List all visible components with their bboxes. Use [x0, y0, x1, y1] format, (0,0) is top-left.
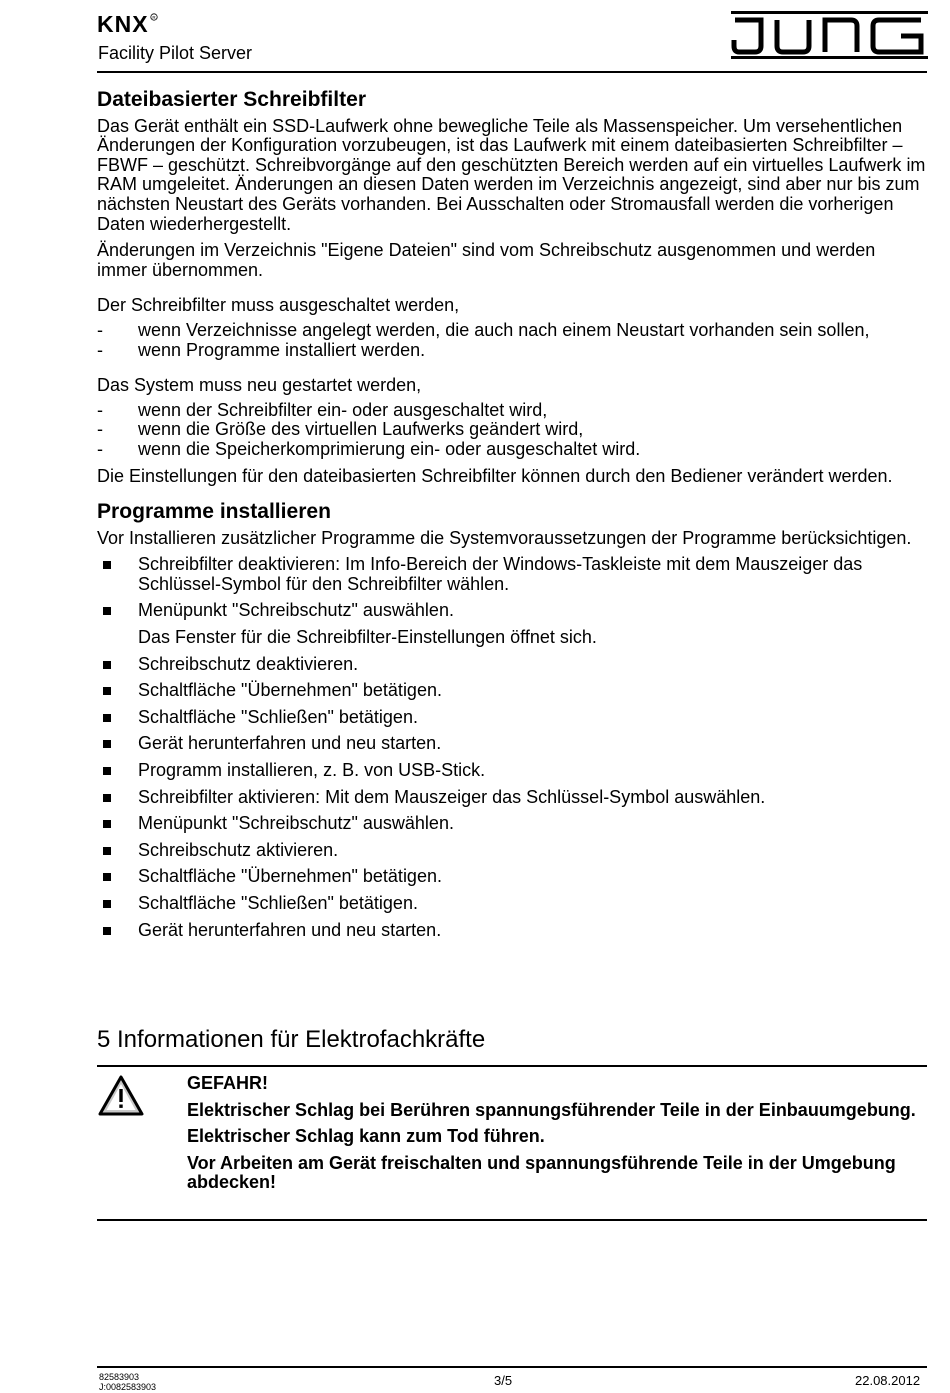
- jung-logo: [731, 10, 928, 60]
- knx-logo: [97, 10, 159, 38]
- warning-text-block: [187, 1074, 927, 1193]
- step-text: Schaltfläche "Übernehmen" betätigen.: [138, 680, 442, 701]
- step-text: Schreibschutz deaktivieren.: [138, 653, 359, 674]
- list-item: - wenn Verzeichnisse angelegt werden, die auch nach einem Neustart vorhanden sein sollen,: [97, 321, 929, 341]
- square-bullet-icon: [103, 927, 111, 935]
- warning-title: GEFAHR!: [187, 1073, 268, 1093]
- paragraph: Vor Installieren zusätzlicher Programme die Systemvoraussetzungen der Programme berücksichtigen.: [97, 527, 912, 548]
- square-bullet-icon: [103, 561, 111, 569]
- warning-top-rule: [97, 1065, 927, 1067]
- list-item: [97, 814, 929, 834]
- step-text: Menüpunkt "Schreibschutz" auswählen.: [138, 813, 454, 834]
- footer-doc-info: [99, 1372, 156, 1392]
- header-rule: [97, 71, 927, 73]
- list-item: [97, 734, 929, 754]
- step-list: [97, 655, 929, 941]
- warning-bottom-rule: [97, 1219, 927, 1221]
- list-item: [97, 681, 929, 701]
- warning-line: Elektrischer Schlag kann zum Tod führen.: [187, 1126, 545, 1147]
- paragraph: Das System muss neu gestartet werden,: [97, 375, 422, 396]
- list-item: - wenn die Größe des virtuellen Laufwerks geändert wird,: [97, 420, 929, 440]
- step-text: Gerät herunterfahren und neu starten.: [138, 733, 442, 754]
- list-item: [97, 867, 929, 887]
- square-bullet-icon: [103, 873, 111, 881]
- header-subtitle: Facility Pilot Server: [98, 43, 253, 63]
- square-bullet-icon: [103, 794, 111, 802]
- list-item: [97, 841, 929, 861]
- step-text: Schaltfläche "Schließen" betätigen.: [138, 893, 418, 913]
- square-bullet-icon: [103, 661, 111, 669]
- list-item: [97, 788, 929, 808]
- warning-triangle-icon: [97, 1074, 145, 1118]
- section-heading-schreibfilter: Dateibasierter Schreibfilter: [97, 88, 367, 111]
- list-item: [97, 894, 929, 914]
- step-text: Schreibfilter aktivieren: Mit dem Mauszeiger das Schlüssel-Symbol auswählen.: [138, 786, 766, 807]
- list-item: - wenn die Speicherkomprimierung ein- oder ausgeschaltet wird.: [97, 440, 929, 460]
- square-bullet-icon: [103, 820, 111, 828]
- main-content: [97, 90, 929, 940]
- svg-text:R: R: [152, 14, 156, 20]
- section-heading-programme: Programme installieren: [97, 500, 331, 524]
- step-result-note: Das Fenster für die Schreibfilter-Einstellungen öffnet sich.: [138, 627, 597, 648]
- square-bullet-icon: [103, 847, 111, 855]
- paragraph: Änderungen im Verzeichnis "Eigene Dateien" sind vom Schreibschutz ausgenommen und werden immer übernommen.: [97, 240, 876, 280]
- list-item: [97, 708, 929, 728]
- list-item: [97, 761, 929, 781]
- paragraph: Die Einstellungen für den dateibasierten Schreibfilter können durch den Bediener verändert werden.: [97, 465, 893, 486]
- footer-rule: [97, 1366, 927, 1368]
- square-bullet-icon: [103, 900, 111, 908]
- step-text: Programm installieren, z. B. von USB-Stick.: [138, 760, 486, 781]
- square-bullet-icon: [103, 687, 111, 695]
- square-bullet-icon: [103, 607, 111, 615]
- doc-number: 82583903: [99, 1372, 140, 1382]
- step-text: Gerät herunterfahren und neu starten.: [138, 919, 442, 940]
- step-list: [97, 555, 929, 621]
- warning-line: Vor Arbeiten am Gerät freischalten und spannungsführende Teile in der Umgebung abdecken!: [187, 1152, 896, 1193]
- dash-list: [97, 321, 929, 360]
- step-text: Menüpunkt "Schreibschutz" auswählen.: [138, 600, 454, 621]
- step-text: Schaltfläche "Übernehmen" betätigen.: [138, 866, 442, 887]
- warning-line: Elektrischer Schlag bei Berühren spannungsführender Teile in der Einbauumgebung.: [187, 1099, 916, 1120]
- paragraph: Das Gerät enthält ein SSD-Laufwerk ohne bewegliche Teile als Massenspeicher. Um versehentlichen Änderungen der Konfiguration vorzubeugen, ist das Laufwerk mit einem dateibasierten Schreibfilter – FBWF – geschützt. Schreibvorgänge auf den geschützten Bereich werden auf ein virtuelles Laufwerk im RAM umgeleitet. Änderungen an diesen Daten werden im Verzeichnis angezeigt, sind aber nur bis zum nächsten Neustart des Geräts vorhanden. Bei Ausschalten oder Stromausfall werden die vorherigen Daten wiederhergestellt.: [97, 115, 926, 234]
- footer-date: 22.08.2012: [855, 1373, 921, 1388]
- dash-list: [97, 401, 929, 460]
- list-item: [97, 921, 929, 941]
- list-item: [97, 601, 929, 621]
- square-bullet-icon: [103, 740, 111, 748]
- paragraph: Der Schreibfilter muss ausgeschaltet werden,: [97, 295, 460, 316]
- step-text: Schreibschutz aktivieren.: [138, 839, 339, 860]
- page-number: 3/5: [494, 1373, 513, 1388]
- chapter-heading: 5 Informationen für Elektrofachkräfte: [97, 1026, 486, 1053]
- step-text: Schreibfilter deaktivieren: Im Info-Bereich der Windows-Taskleiste mit dem Mauszeiger das Schlüssel-Symbol für den Schreibfilter wählen.: [138, 554, 863, 594]
- list-item: - wenn Programme installiert werden.: [97, 341, 929, 361]
- list-item: - wenn der Schreibfilter ein- oder ausgeschaltet wird,: [97, 401, 929, 421]
- list-item: [97, 655, 929, 675]
- list-item: [97, 555, 929, 594]
- square-bullet-icon: [103, 767, 111, 775]
- square-bullet-icon: [103, 714, 111, 722]
- job-number: J:0082583903: [99, 1382, 157, 1392]
- knx-logo-text: KNX: [97, 11, 149, 37]
- step-text: Schaltfläche "Schließen" betätigen.: [138, 706, 418, 727]
